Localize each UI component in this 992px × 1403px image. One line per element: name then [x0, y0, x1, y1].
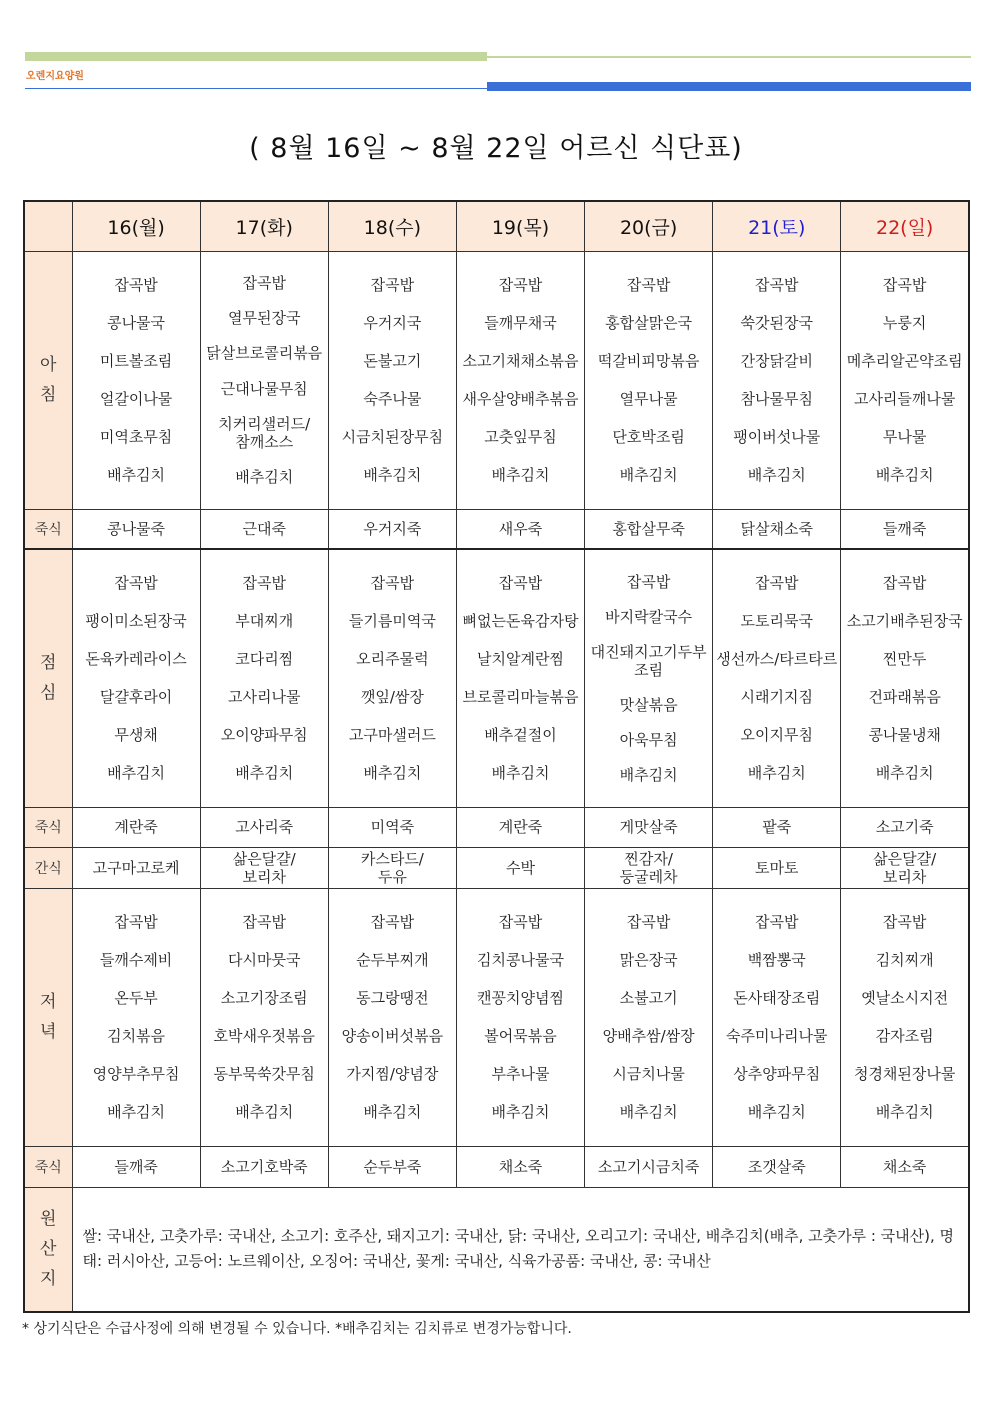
- menu-item: 배추김치: [875, 466, 934, 485]
- header-green-line: [487, 56, 971, 58]
- menu-item: 고춧잎무침: [484, 428, 557, 447]
- dinner-porridge-cell: 들깨죽: [72, 1146, 200, 1187]
- menu-item: 팽이버섯나물: [733, 428, 821, 447]
- dinner-label: 저 녁: [24, 888, 72, 1146]
- dinner-porridge-cell: 조갯살죽: [713, 1146, 841, 1187]
- menu-item: 백짬뽕국: [747, 950, 806, 969]
- menu-item: 오리주물럭: [356, 650, 429, 669]
- breakfast-cell: [841, 251, 969, 509]
- menu-item: 배추김치: [491, 1103, 550, 1122]
- menu-item: 배추김치: [363, 1103, 422, 1122]
- menu-item: 숙주미나리나물: [726, 1027, 828, 1046]
- day-header: 18(수): [328, 201, 456, 251]
- dinner-porridge-cell: 소고기호박죽: [200, 1146, 328, 1187]
- breakfast-porridge-cell: 근대죽: [200, 509, 328, 549]
- menu-item: 고사리들깨나물: [853, 390, 956, 409]
- dinner-porridge-row: [24, 1146, 969, 1187]
- menu-item: 깻잎/쌈장: [360, 688, 424, 707]
- breakfast-cell: [72, 251, 200, 509]
- lunch-porridge-cell: 팥죽: [713, 807, 841, 847]
- menu-item: 청경채된장나물: [853, 1065, 956, 1084]
- menu-item: 배추김치: [491, 764, 550, 783]
- menu-item: 잡곡밥: [370, 275, 415, 294]
- snack-cell: 고구마고로케: [72, 847, 200, 888]
- menu-item: 미트볼조림: [99, 351, 173, 370]
- menu-item: 닭살브로콜리볶음: [206, 344, 323, 363]
- menu-item: 배추김치: [107, 764, 166, 783]
- menu-item: 간장닭갈비: [740, 351, 813, 370]
- day-header-row: [24, 201, 969, 251]
- menu-item: 찐만두: [882, 650, 927, 669]
- lunch-label: 점 심: [24, 549, 72, 807]
- menu-item: 순두부찌개: [356, 950, 429, 969]
- menu-item: 오이지무침: [740, 726, 813, 745]
- dinner-porridge-cell: 채소죽: [841, 1146, 969, 1187]
- menu-item: 생선까스/타르타르: [716, 650, 838, 669]
- dinner-cell: [713, 888, 841, 1146]
- menu-item: 열무나물: [619, 390, 678, 409]
- snack-row: [24, 847, 969, 888]
- day-header: 20(금): [585, 201, 713, 251]
- menu-item: 감자조림: [875, 1027, 934, 1046]
- menu-item: 건파래볶음: [868, 688, 941, 707]
- snack-cell: 삶은달걀/ 보리차: [841, 847, 969, 888]
- corner-cell: [24, 201, 72, 251]
- lunch-cell: [72, 549, 200, 807]
- lunch-porridge-cell: 계란죽: [456, 807, 584, 847]
- menu-item: 도토리묵국: [740, 612, 813, 631]
- breakfast-porridge-cell: 홍합살무죽: [585, 509, 713, 549]
- lunch-porridge-cell: 미역죽: [328, 807, 456, 847]
- breakfast-porridge-cell: 우거지죽: [328, 509, 456, 549]
- menu-item: 김치콩나물국: [477, 950, 564, 969]
- breakfast-porridge-cell: 닭살채소죽: [713, 509, 841, 549]
- menu-item: 캔꽁치양념찜: [477, 988, 564, 1007]
- snack-label: 간식: [24, 847, 72, 888]
- menu-item: 미역초무침: [99, 428, 173, 447]
- breakfast-cell: [200, 251, 328, 509]
- meal-plan-table: [23, 200, 970, 1313]
- lunch-porridge-cell: 소고기죽: [841, 807, 969, 847]
- menu-item: 잡곡밥: [242, 912, 286, 931]
- menu-item: 시래기지짐: [740, 688, 813, 707]
- menu-item: 고구마샐러드: [348, 726, 436, 745]
- lunch-cell: [713, 549, 841, 807]
- menu-item: 배추김치: [619, 1103, 678, 1122]
- menu-item: 맑은장국: [619, 950, 678, 969]
- menu-item: 얼갈이나물: [99, 390, 173, 409]
- breakfast-porridge-cell: 콩나물죽: [72, 509, 200, 549]
- dinner-cell: [200, 888, 328, 1146]
- menu-item: 잡곡밥: [498, 912, 543, 931]
- snack-cell: 카스타드/ 두유: [328, 847, 456, 888]
- menu-item: 떡갈비피망볶음: [597, 351, 700, 370]
- breakfast-porridge-label: 죽식: [24, 509, 72, 549]
- menu-item: 양송이버섯볶음: [341, 1027, 444, 1046]
- menu-item: 숙주나물: [363, 390, 422, 409]
- menu-item: 잡곡밥: [626, 572, 671, 591]
- lunch-cell: [585, 549, 713, 807]
- menu-item: 동그랑땡전: [356, 988, 429, 1007]
- menu-item: 잡곡밥: [114, 574, 158, 593]
- menu-item: 배추김치: [107, 1103, 166, 1122]
- menu-item: 아욱무침: [619, 730, 678, 749]
- menu-item: 김치볶음: [107, 1027, 166, 1046]
- menu-item: 배추김치: [107, 466, 166, 485]
- breakfast-cell: [713, 251, 841, 509]
- menu-item: 상추양파무침: [733, 1065, 821, 1084]
- menu-item: 다시마뭇국: [227, 950, 301, 969]
- menu-item: 잡곡밥: [626, 275, 671, 294]
- org-name: 오렌지요양원: [26, 71, 84, 82]
- lunch-cell: [841, 549, 969, 807]
- origin-label: 원 산 지: [24, 1187, 72, 1312]
- menu-item: 새우살양배추볶음: [462, 390, 579, 409]
- breakfast-row: [24, 251, 969, 509]
- breakfast-cell: [456, 251, 584, 509]
- menu-item: 배추김치: [491, 466, 550, 485]
- menu-item: 가지찜/양념장: [346, 1065, 439, 1084]
- menu-item: 뼈없는돈육감자탕: [462, 612, 579, 631]
- menu-item: 들깨무채국: [484, 313, 557, 332]
- menu-item: 소불고기: [619, 988, 678, 1007]
- menu-item: 우거지국: [363, 313, 422, 332]
- lunch-cell: [200, 549, 328, 807]
- menu-item: 소고기채채소볶음: [462, 351, 579, 370]
- menu-item: 오이양파무침: [220, 726, 308, 745]
- menu-item: 무생채: [114, 726, 158, 745]
- dinner-row: [24, 888, 969, 1146]
- lunch-porridge-cell: 고사리죽: [200, 807, 328, 847]
- menu-item: 소고기장조림: [220, 988, 308, 1007]
- menu-item: 열무된장국: [227, 309, 301, 328]
- menu-item: 배추김치: [235, 1103, 294, 1122]
- menu-item: 배추김치: [363, 466, 422, 485]
- menu-item: 배추김치: [619, 466, 678, 485]
- day-header: 22(일): [841, 201, 969, 251]
- menu-item: 무나물: [882, 428, 927, 447]
- menu-item: 잡곡밥: [882, 912, 927, 931]
- menu-item: 팽이미소된장국: [85, 612, 187, 631]
- menu-item: 동부묵쑥갓무침: [213, 1065, 315, 1084]
- lunch-porridge-cell: 계란죽: [72, 807, 200, 847]
- header-blue-bar: [487, 82, 971, 91]
- menu-item: 배추김치: [875, 764, 934, 783]
- breakfast-cell: [585, 251, 713, 509]
- menu-item: 시금치된장무침: [341, 428, 444, 447]
- header-blue-line: [25, 88, 487, 89]
- menu-item: 홍합살맑은국: [605, 313, 693, 332]
- dinner-cell: [585, 888, 713, 1146]
- menu-item: 잡곡밥: [370, 912, 415, 931]
- breakfast-label: 아 침: [24, 251, 72, 509]
- lunch-cell: [456, 549, 584, 807]
- snack-cell: 수박: [456, 847, 584, 888]
- menu-item: 돈육카레라이스: [85, 650, 187, 669]
- dinner-porridge-cell: 채소죽: [456, 1146, 584, 1187]
- menu-item: 잡곡밥: [498, 275, 543, 294]
- menu-item: 잡곡밥: [498, 574, 543, 593]
- menu-item: 참나물무침: [740, 390, 813, 409]
- footnote: * 상기식단은 수급사정에 의해 변경될 수 있습니다. *배추김치는 김치류로 변경가능합니다.: [22, 1321, 572, 1337]
- menu-item: 잡곡밥: [626, 912, 671, 931]
- page-title: ( 8월 16일 ~ 8월 22일 어르신 식단표): [249, 133, 743, 164]
- menu-item: 바지락칼국수: [605, 607, 693, 626]
- menu-item: 배추김치: [363, 764, 422, 783]
- menu-item: 잡곡밥: [755, 912, 799, 931]
- menu-item: 잡곡밥: [242, 274, 286, 293]
- menu-item: 배추김치: [747, 764, 806, 783]
- menu-item: 배추김치: [747, 1103, 806, 1122]
- menu-item: 치커리샐러드/ 참깨소스: [218, 414, 311, 451]
- menu-item: 돈불고기: [363, 351, 422, 370]
- dinner-cell: [456, 888, 584, 1146]
- dinner-porridge-cell: 소고기시금치죽: [585, 1146, 713, 1187]
- dinner-porridge-cell: 순두부죽: [328, 1146, 456, 1187]
- menu-item: 날치알계란찜: [477, 650, 564, 669]
- origin-text: 쌀: 국내산, 고춧가루: 국내산, 소고기: 호주산, 돼지고기: 국내산, 닭: 국내산, 오리고기: 국내산, 배추김치(배추, 고춧가루 : 국내산), 명태: 러시아산, 고등어: 노르웨이산, 오징어: 국내산, 꽃게: 국내산, 식육가공품: 국내산, 콩: 국내산: [72, 1187, 969, 1312]
- menu-item: 달걀후라이: [99, 688, 173, 707]
- breakfast-porridge-cell: 새우죽: [456, 509, 584, 549]
- breakfast-porridge-row: [24, 509, 969, 549]
- menu-item: 브로콜리마늘볶음: [462, 688, 579, 707]
- menu-item: 대진돼지고기두부조림: [590, 642, 707, 679]
- dinner-cell: [328, 888, 456, 1146]
- menu-item: 잡곡밥: [114, 275, 158, 294]
- menu-item: 잡곡밥: [242, 574, 286, 593]
- menu-item: 양배추쌈/쌈장: [602, 1027, 695, 1046]
- header-green-bar: [25, 52, 487, 61]
- dinner-porridge-label: 죽식: [24, 1146, 72, 1187]
- menu-item: 들깨수제비: [99, 950, 173, 969]
- breakfast-porridge-cell: 들깨죽: [841, 509, 969, 549]
- menu-item: 배추김치: [235, 467, 294, 486]
- menu-item: 온두부: [114, 988, 158, 1007]
- origin-row: [24, 1187, 969, 1312]
- lunch-porridge-cell: 게맛살죽: [585, 807, 713, 847]
- lunch-porridge-row: [24, 807, 969, 847]
- menu-item: 옛날소시지전: [861, 988, 949, 1007]
- day-header: 21(토): [713, 201, 841, 251]
- dinner-cell: [72, 888, 200, 1146]
- menu-item: 볼어묵볶음: [484, 1027, 557, 1046]
- day-header: 19(목): [456, 201, 584, 251]
- menu-item: 배추김치: [619, 765, 678, 784]
- menu-item: 잡곡밥: [114, 912, 158, 931]
- menu-item: 부대찌개: [235, 612, 294, 631]
- menu-item: 메추리알곤약조림: [846, 351, 963, 370]
- menu-item: 잡곡밥: [755, 275, 799, 294]
- menu-item: 코다리찜: [235, 650, 294, 669]
- menu-item: 호박새우젓볶음: [213, 1027, 315, 1046]
- menu-item: 고사리나물: [227, 688, 301, 707]
- menu-item: 잡곡밥: [882, 574, 927, 593]
- menu-item: 부추나물: [491, 1065, 550, 1084]
- menu-item: 영양부추무침: [92, 1065, 180, 1084]
- menu-item: 잡곡밥: [370, 574, 415, 593]
- snack-cell: 찐감자/ 둥굴레차: [585, 847, 713, 888]
- menu-item: 누룽지: [882, 313, 927, 332]
- menu-item: 배추김치: [875, 1103, 934, 1122]
- dinner-cell: [841, 888, 969, 1146]
- menu-item: 콩나물국: [107, 313, 166, 332]
- snack-cell: 삶은달걀/ 보리차: [200, 847, 328, 888]
- menu-item: 김치찌개: [875, 950, 934, 969]
- menu-item: 근대나물무침: [220, 379, 308, 398]
- breakfast-cell: [328, 251, 456, 509]
- lunch-porridge-label: 죽식: [24, 807, 72, 847]
- menu-item: 잡곡밥: [882, 275, 927, 294]
- day-header: 16(월): [72, 201, 200, 251]
- lunch-row: [24, 549, 969, 807]
- day-header: 17(화): [200, 201, 328, 251]
- menu-item: 콩나물냉채: [868, 726, 941, 745]
- menu-item: 시금치나물: [612, 1065, 685, 1084]
- snack-cell: 토마토: [713, 847, 841, 888]
- menu-item: 배추겉절이: [484, 726, 557, 745]
- menu-item: 맛살볶음: [619, 695, 678, 714]
- menu-item: 잡곡밥: [755, 574, 799, 593]
- menu-item: 단호박조림: [612, 428, 685, 447]
- menu-item: 돈사태장조림: [733, 988, 821, 1007]
- menu-item: 배추김치: [235, 764, 294, 783]
- lunch-cell: [328, 549, 456, 807]
- menu-item: 들기름미역국: [348, 612, 436, 631]
- menu-item: 소고기배추된장국: [846, 612, 963, 631]
- menu-item: 배추김치: [747, 466, 806, 485]
- menu-item: 쑥갓된장국: [740, 313, 813, 332]
